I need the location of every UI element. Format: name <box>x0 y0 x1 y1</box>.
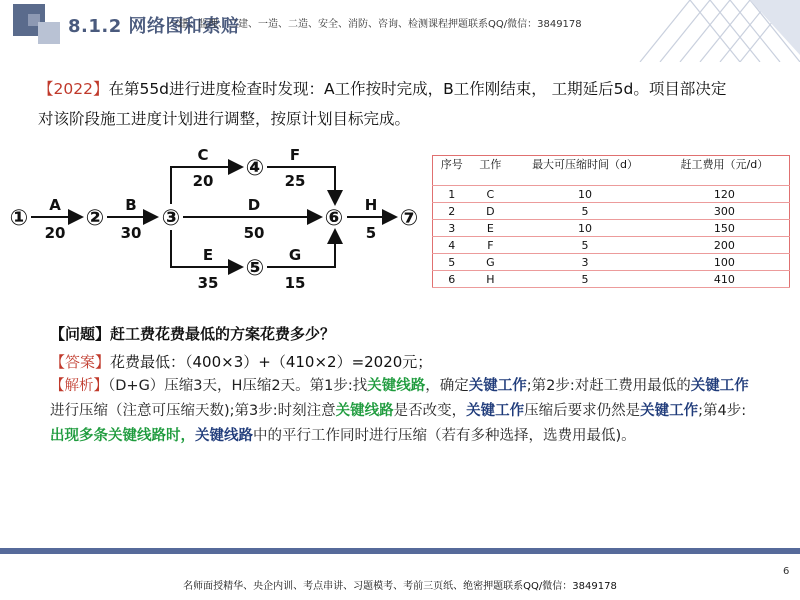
analysis-text: ，确定 <box>425 378 469 394</box>
analysis-text: ;第4步: <box>698 403 747 419</box>
activity-a-duration: 20 <box>44 224 66 242</box>
table-row <box>433 237 790 254</box>
cell: 300 <box>660 203 790 220</box>
activity-b-duration: 30 <box>120 224 142 242</box>
cell: 6 <box>433 271 471 288</box>
node-5: ⑤ <box>245 256 265 281</box>
analysis-tag: 【解析】 <box>50 378 108 394</box>
cell: H <box>470 271 510 288</box>
page-number: 6 <box>783 566 790 577</box>
question-paragraph <box>38 74 738 134</box>
cell: 1 <box>433 186 471 203</box>
node-3: ③ <box>161 206 181 231</box>
analysis-text: 是否改变， <box>393 403 467 419</box>
analysis-text: 进行压缩（注意可压缩天数);第3步:时刻注意 <box>50 403 336 419</box>
answer-line <box>50 350 750 374</box>
activity-h-label: H <box>364 196 378 214</box>
keyword-multiple-critical-paths: 出现多条关键线路时， <box>50 428 195 444</box>
answer-text: 花费最低：（400×3）+（410×2）=2020元； <box>110 353 433 371</box>
keyword-critical-path: 关键线路 <box>195 428 253 444</box>
keyword-critical-work: 关键工作 <box>468 378 527 394</box>
activity-f-label: F <box>289 146 301 164</box>
table-row <box>433 203 790 220</box>
cell: 5 <box>510 237 660 254</box>
table-row <box>433 220 790 237</box>
question-year-tag: 【2022】 <box>38 80 109 98</box>
slide-title: 8.1.2 网络图和索赔 <box>68 16 240 37</box>
cell: 10 <box>510 186 660 203</box>
footer-bar <box>0 548 800 554</box>
compression-table <box>432 155 790 288</box>
node-4: ④ <box>245 156 265 181</box>
col-header-max-compress: 最大可压缩时间（d） <box>510 156 660 186</box>
cell: 2 <box>433 203 471 220</box>
cell: 100 <box>660 254 790 271</box>
cell: 10 <box>510 220 660 237</box>
table-row <box>433 271 790 288</box>
cell: 3 <box>510 254 660 271</box>
cell: 200 <box>660 237 790 254</box>
col-header-work: 工作 <box>470 156 510 186</box>
activity-d-duration: 50 <box>243 224 265 242</box>
node-7: ⑦ <box>399 206 419 231</box>
cell: F <box>470 237 510 254</box>
problem-statement: 【问题】赶工费花费最低的方案花费多少？ <box>50 325 336 343</box>
cell: C <box>470 186 510 203</box>
analysis-text: 中的平行工作同时进行压缩（若有多种选择，选费用最低)。 <box>253 428 636 444</box>
activity-b-label: B <box>125 196 137 214</box>
keyword-critical-work: 关键工作 <box>466 403 525 419</box>
question-text: 在第55d进行进度检查时发现：A工作按时完成，B工作刚结束， 工期延后5d。项目部决定对该阶段施工进度计划进行调整，按原计划目标完成。 <box>38 80 727 128</box>
header-decor-square-light <box>38 22 60 44</box>
activity-f-duration: 25 <box>284 172 306 190</box>
table-header-row <box>433 156 790 186</box>
col-header-index: 序号 <box>433 156 471 186</box>
keyword-critical-work: 关键工作 <box>640 403 699 419</box>
cell: 150 <box>660 220 790 237</box>
header-decor-lines <box>630 0 800 62</box>
cell: 5 <box>433 254 471 271</box>
keyword-critical-work: 关键工作 <box>690 378 749 394</box>
cell: 4 <box>433 237 471 254</box>
header-watermark: 一建、监理、二建、一造、二造、安全、消防、咨询、检测课程押题联系QQ/微信：3849178 <box>168 19 582 30</box>
activity-d-label: D <box>247 196 261 214</box>
cell: 5 <box>510 271 660 288</box>
node-1: ① <box>9 206 29 231</box>
activity-e-duration: 35 <box>197 274 219 292</box>
activity-a-label: A <box>49 196 61 214</box>
activity-g-duration: 15 <box>284 274 306 292</box>
answer-tag: 【答案】 <box>50 353 111 371</box>
node-6: ⑥ <box>324 206 344 231</box>
analysis-text: （D+G）压缩3天，H压缩2天。第1步:找 <box>108 378 368 394</box>
cell: G <box>470 254 510 271</box>
cell: 5 <box>510 203 660 220</box>
activity-g-label: G <box>288 246 302 264</box>
cell: D <box>470 203 510 220</box>
network-diagram <box>5 140 425 300</box>
activity-h-duration: 5 <box>365 224 377 242</box>
keyword-critical-path: 关键线路 <box>335 403 394 419</box>
activity-e-label: E <box>202 246 214 264</box>
analysis-paragraph <box>50 374 750 449</box>
cell: 3 <box>433 220 471 237</box>
node-2: ② <box>85 206 105 231</box>
cell: 410 <box>660 271 790 288</box>
activity-c-duration: 20 <box>192 172 214 190</box>
cell: 120 <box>660 186 790 203</box>
activity-c-label: C <box>197 146 209 164</box>
col-header-cost: 赶工费用（元/d） <box>660 156 790 186</box>
analysis-text: ;第2步:对赶工费用最低的 <box>526 378 691 394</box>
keyword-critical-path: 关键线路 <box>367 378 426 394</box>
table-row <box>433 186 790 203</box>
analysis-text: 压缩后要求仍然是 <box>524 403 641 419</box>
table-row <box>433 254 790 271</box>
footer-text: 名师面授精华、央企内训、考点串讲、习题模考、考前三页纸、绝密押题联系QQ/微信：3849178 <box>183 581 617 592</box>
cell: E <box>470 220 510 237</box>
answer-block <box>50 322 750 449</box>
